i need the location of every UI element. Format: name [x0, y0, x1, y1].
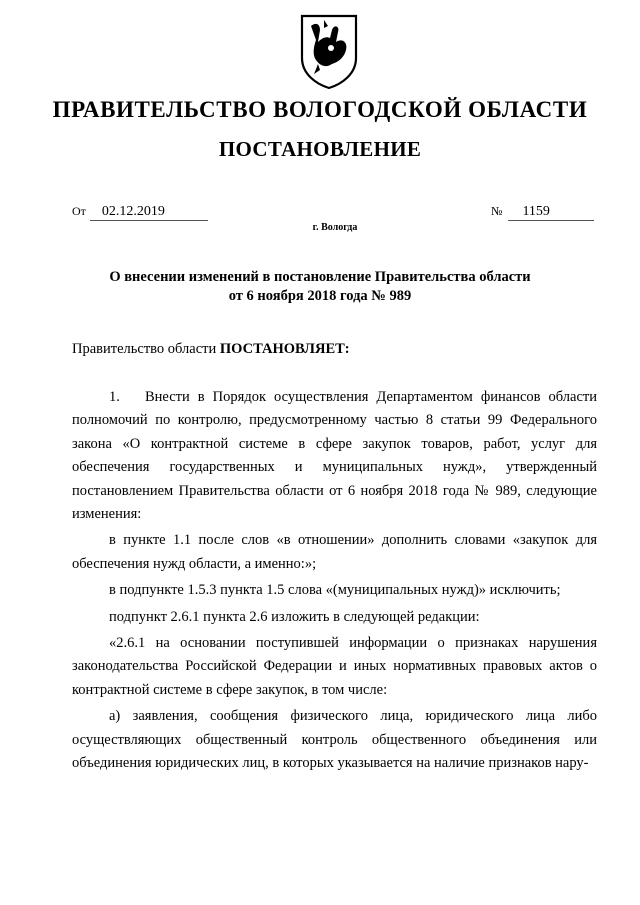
document-number: 1159	[508, 204, 594, 221]
decree-verb: ПОСТАНОВЛЯЕТ:	[219, 341, 350, 357]
decree-statement	[72, 341, 350, 358]
date-field-row	[72, 204, 208, 221]
subject-line-1: О внесении изменений в постановление Правительства области	[109, 269, 531, 285]
paragraph-6: а) заявления, сообщения физического лица, юридического лица либо осуществляющих общественный контроль общественного объединения или объединения юридических лиц, в которых указывается на наличие признаков нару-	[72, 708, 597, 772]
subject-line-2: от 6 ноября 2018 года № 989	[228, 288, 412, 304]
paragraph-1	[72, 386, 597, 526]
number-prefix-label: №	[491, 204, 503, 218]
number-field-row	[491, 204, 594, 221]
government-title: ПРАВИТЕЛЬСТВО ВОЛОГОДСКОЙ ОБЛАСТИ	[52, 97, 588, 122]
date-prefix-label: От	[72, 204, 86, 218]
paragraph-3: в подпункте 1.5.3 пункта 1.5 слова «(муниципальных нужд)» исключить;	[109, 582, 561, 599]
coat-of-arms-emblem	[298, 12, 360, 90]
document-type-title: ПОСТАНОВЛЕНИЕ	[218, 137, 422, 161]
decree-lead-text: Правительство области	[72, 341, 220, 357]
document-body	[72, 386, 597, 776]
city-label: г. Вологда	[312, 222, 358, 233]
paragraph-1-text: Внести в Порядок осуществления Департаментом финансов области полномочий по контролю, предусмотренному частью 8 статьи 99 Федерального закона «О контрактной системе в сфере закупок товаров, работ, услуг для обеспечения государственных и муниципальных нужд», утвержденный постановлением Правительства области от 6 ноября 2018 года № 989, следующие изменения:	[72, 389, 597, 523]
paragraph-5: «2.6.1 на основании поступившей информации о признаках нарушения законодательства Российской Федерации и иных нормативных правовых актов о контрактной системе в сфере закупок, в том числе:	[72, 635, 597, 698]
shield-icon	[298, 12, 360, 90]
document-date: 02.12.2019	[90, 204, 208, 221]
paragraph-number: 1.	[109, 389, 120, 405]
paragraph-4: подпункт 2.6.1 пункта 2.6 изложить в следующей редакции:	[109, 608, 480, 625]
document-subject	[0, 268, 640, 306]
paragraph-2: в пункте 1.1 после слов «в отношении» дополнить словами «закупок для обеспечения нужд области, а именно:»;	[72, 532, 597, 572]
